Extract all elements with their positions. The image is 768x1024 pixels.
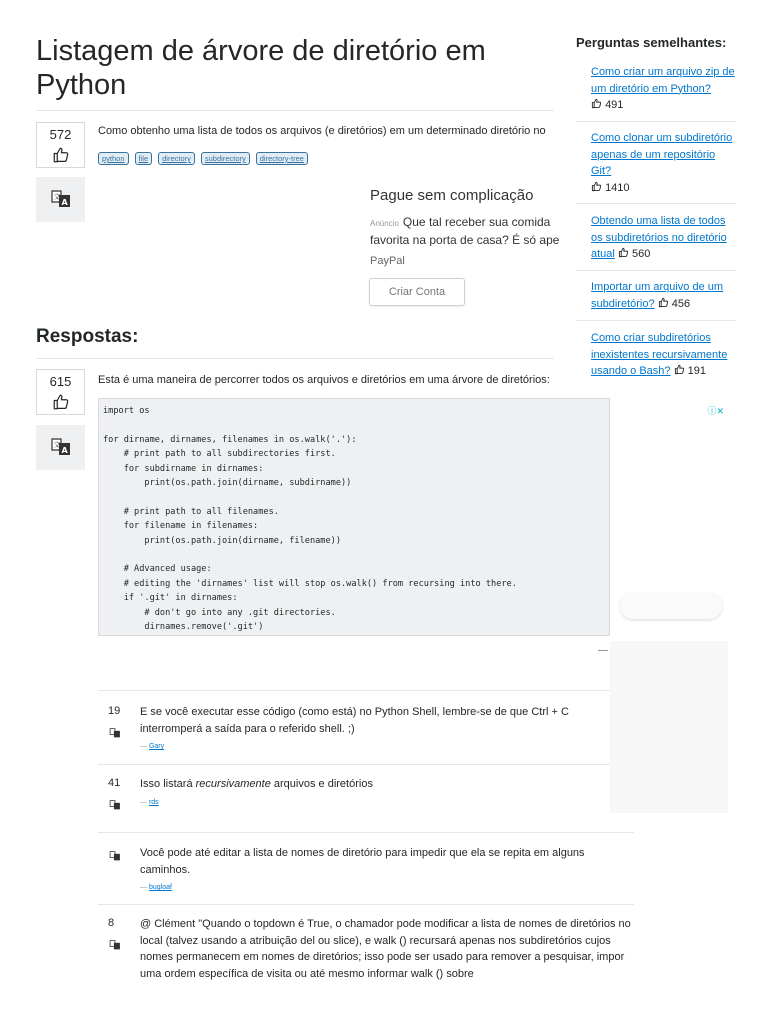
thumbs-up-icon xyxy=(674,364,685,375)
ad-label: Anúncio xyxy=(370,219,399,228)
answer-translate-button[interactable] xyxy=(36,425,85,470)
thumbs-up-icon[interactable] xyxy=(52,393,70,411)
ad-cta-button[interactable]: Criar Conta xyxy=(369,278,465,306)
similar-question-link[interactable]: Obtendo uma lista de todos os subdiretórios no diretório atual xyxy=(591,215,727,260)
translate-icon[interactable] xyxy=(109,939,121,951)
question-tags xyxy=(98,152,308,165)
comment-text: E se você executar esse código (como está) no Python Shell, lembre-se de que Ctrl + C interromperá a saída para o referido shell. ;) xyxy=(140,706,569,735)
ad-body: Que tal receber sua comida favorita na porta de casa? É só ape xyxy=(370,215,560,246)
sidebar-ad[interactable] xyxy=(610,403,728,813)
comment-author xyxy=(140,884,172,891)
comment-item xyxy=(98,764,634,832)
comment-text: Isso listará xyxy=(140,778,196,790)
similar-question-vote-count: 1410 xyxy=(605,181,630,194)
question-vote-count: 572 xyxy=(49,127,72,142)
comment-author-link[interactable]: Gary xyxy=(148,743,165,750)
similar-question-votes xyxy=(618,248,650,260)
svg-text:A: A xyxy=(61,198,68,207)
comment-author-link[interactable]: rds xyxy=(148,798,159,806)
ad-pill-button[interactable] xyxy=(620,593,722,619)
comment-author xyxy=(140,799,159,806)
comment-author-dash: — xyxy=(140,743,147,750)
translate-icon[interactable] xyxy=(109,850,121,862)
comment-author-dash: — xyxy=(140,798,147,806)
comment-score: 41 xyxy=(108,777,121,789)
similar-question-item xyxy=(576,277,736,321)
similar-question-link[interactable]: Como criar um arquivo zip de um diretório em Python? xyxy=(591,66,735,95)
svg-text:文: 文 xyxy=(53,441,61,449)
answer-vote-box[interactable] xyxy=(36,369,85,415)
similar-questions-title: Perguntas semelhantes: xyxy=(576,35,727,50)
comment-text: Você pode até editar a lista de nomes de diretório para impedir que ela se repita em alguns caminhos. xyxy=(140,847,585,876)
comment-score: 8 xyxy=(108,917,115,929)
share-divider xyxy=(598,650,608,651)
page-title: Listagem de árvore de diretório em Python xyxy=(36,35,486,101)
tag-directory-tree[interactable]: directory-tree xyxy=(256,152,308,165)
similar-question-link[interactable]: Importar um arquivo de um subdiretório? xyxy=(591,281,724,310)
comment-body: @ Clément "Quando o topdown é True, o chamador pode modificar a lista de nomes de diretórios no local (talvez usando a atribuição del ou slice), e walk () recursará apenas nos subdiretórios cujos nomes permanecem em nomes de diretórios; isso pode ser usado para remover a pesquisar, impor uma ordem específica de visita ou até mesmo informar walk () sobre xyxy=(140,918,631,980)
answers-divider xyxy=(36,358,554,359)
comment-text-after: arquivos e diretórios xyxy=(270,778,373,790)
tag-subdirectory[interactable]: subdirectory xyxy=(201,152,250,165)
similar-question-votes xyxy=(674,365,706,377)
translate-icon xyxy=(50,188,72,210)
thumbs-up-icon[interactable] xyxy=(52,146,70,164)
tag-python[interactable]: python xyxy=(98,152,129,165)
answers-heading: Respostas: xyxy=(36,326,139,347)
answer-body: Esta é uma maneira de percorrer todos os arquivos e diretórios em uma árvore de diretórios: xyxy=(98,374,550,386)
similar-question-item xyxy=(576,328,736,400)
answer-vote-count: 615 xyxy=(49,374,72,389)
question-body: Como obtenho uma lista de todos os arquivos (e diretórios) em um determinado diretório no xyxy=(98,125,546,137)
similar-question-item xyxy=(576,62,736,122)
ad-info-icon[interactable]: ⓘ✕ xyxy=(707,406,724,416)
similar-question-vote-count: 560 xyxy=(631,248,651,260)
question-vote-box[interactable] xyxy=(36,122,85,168)
translate-icon[interactable] xyxy=(109,727,121,739)
comment-body xyxy=(140,845,600,897)
comment-item xyxy=(98,832,634,904)
ad-image xyxy=(610,641,728,813)
translate-icon[interactable] xyxy=(109,799,121,811)
similar-question-vote-count: 491 xyxy=(605,99,624,111)
ad-text xyxy=(370,214,576,246)
similar-question-votes xyxy=(591,182,630,194)
thumbs-up-icon xyxy=(591,98,602,109)
thumbs-up-icon xyxy=(658,297,669,308)
similar-question-link[interactable]: Como clonar um subdiretório apenas de um repositório Git? xyxy=(591,132,733,177)
similar-question-votes xyxy=(591,99,623,111)
comment-author xyxy=(140,743,164,750)
svg-text:A: A xyxy=(61,446,68,455)
similar-question-item xyxy=(576,211,736,271)
comment-author-link[interactable]: bugloaf xyxy=(148,884,172,891)
comment-body xyxy=(140,704,600,756)
question-translate-button[interactable] xyxy=(36,177,85,222)
svg-text:文: 文 xyxy=(53,193,61,201)
title-divider xyxy=(36,110,554,111)
ad-brand: PayPal xyxy=(370,255,405,267)
similar-question-link[interactable]: Como criar subdiretórios inexistentes recursivamente usando o Bash? xyxy=(591,332,728,377)
similar-question-votes xyxy=(658,298,690,310)
comment-score: 19 xyxy=(108,705,121,717)
thumbs-up-icon xyxy=(591,181,602,192)
thumbs-up-icon xyxy=(618,247,629,258)
code-block: import os for dirname, dirnames, filenames in os.walk('.'): # print path to all subdirectories first. for subdirname in dirnames: print(os.path.join(dirname, subdirname)) # print path to all filenames. for filename in filenames: print(os.path.join(dirname, filename)) # Advanced usage: # editing the 'dirnames' list will stop os.walk() from recursing into there. if '.git' in dirnames: # don't go into any .git directories. dirnames.remove('.git') xyxy=(98,398,610,636)
comment-text-emphasis: recursivamente xyxy=(195,778,271,790)
similar-question-item xyxy=(576,128,736,204)
comment-body xyxy=(140,776,600,811)
similar-question-vote-count: 456 xyxy=(671,297,691,310)
similar-question-vote-count: 191 xyxy=(687,365,706,377)
tag-directory[interactable]: directory xyxy=(158,152,195,165)
ad-title[interactable]: Pague sem complicação xyxy=(370,187,534,204)
tag-file[interactable]: file xyxy=(135,152,153,165)
comment-author-dash: — xyxy=(140,884,147,891)
comment-item xyxy=(98,904,634,1024)
comment-item xyxy=(98,690,634,764)
translate-icon xyxy=(50,436,72,458)
